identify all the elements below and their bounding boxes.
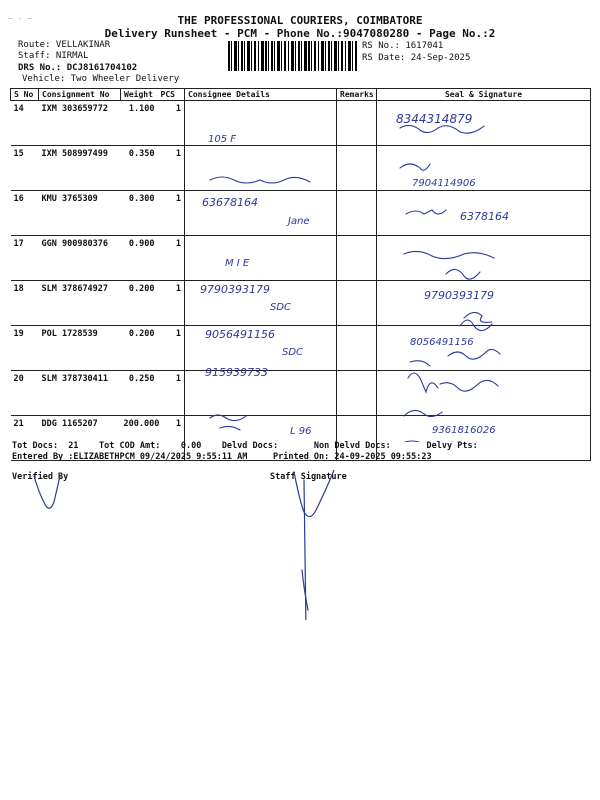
signature-phone: 7904114906 (412, 178, 476, 189)
col-sno: S No (11, 89, 39, 101)
handwritten-note: Jane (288, 216, 310, 227)
handwritten-note: SDC (270, 302, 292, 313)
cell-sno: 14 (11, 101, 39, 146)
col-seal-signature: Seal & Signature (377, 89, 591, 101)
col-consignment: Consignment No (39, 89, 121, 101)
signature-scribbles (180, 96, 590, 442)
staff-signature-scribble (20, 470, 380, 620)
cell-sno: 18 (11, 281, 39, 326)
handwritten-note: SDC (282, 347, 304, 358)
col-consignee: Consignee Details (185, 89, 337, 101)
handwritten-note: 915939733 (205, 366, 268, 379)
cell-weight: 200.000 (121, 416, 158, 461)
totals-line: Tot Docs: 21 Tot COD Amt: 0.00 Delvd Docs: Non Delvd Docs: Delvy Pts: (12, 441, 478, 451)
cell-sno: 19 (11, 326, 39, 371)
barcode (228, 41, 358, 71)
cell-consignment: IXM 303659772 (39, 101, 121, 146)
cell-pcs: 1 (158, 281, 185, 326)
entered-by-line: Entered By :ELIZABETHPCM 09/24/2025 9:55:11 AM Printed On: 24-09-2025 09:55:23 (12, 452, 432, 462)
signature-phone: 9790393179 (424, 289, 494, 302)
handwritten-note: L 96 (290, 426, 312, 437)
cell-consignment: GGN 900980376 (39, 236, 121, 281)
cell-weight: 0.250 (121, 371, 158, 416)
cell-sno: 15 (11, 146, 39, 191)
cell-weight: 0.350 (121, 146, 158, 191)
cell-consignment: POL 1728539 (39, 326, 121, 371)
runsheet-title: Delivery Runsheet - PCM - Phone No.:9047080280 - Page No.:2 (104, 27, 496, 40)
verified-by-label: Verified By (12, 472, 69, 482)
cell-pcs: 1 (158, 326, 185, 371)
signature-phone: 6378164 (460, 210, 509, 223)
corner-mark: ~ - ~ (8, 14, 33, 23)
cell-consignment: KMU 3765309 (39, 191, 121, 236)
staff-label: Staff: NIRMAL (18, 51, 89, 61)
vehicle-label: Vehicle: Two Wheeler Delivery (22, 74, 180, 84)
signature-phone: 8344314879 (396, 112, 473, 126)
cell-sno: 17 (11, 236, 39, 281)
route-label: Route: VELLAKINAR (18, 40, 111, 50)
rs-number: RS No.: 1617041 (362, 41, 444, 51)
handwritten-note: 105 F (208, 134, 237, 145)
cell-weight: 0.200 (121, 281, 158, 326)
cell-consignment: DDG 1165207 (39, 416, 121, 461)
handwritten-note: M I E (225, 258, 250, 269)
col-remarks: Remarks (337, 89, 377, 101)
cell-weight: 0.900 (121, 236, 158, 281)
staff-signature-label: Staff Signature (270, 472, 347, 482)
rs-date: RS Date: 24-Sep-2025 (362, 53, 471, 63)
handwritten-note: 63678164 (202, 196, 258, 209)
cell-weight: 0.300 (121, 191, 158, 236)
company-name: THE PROFESSIONAL COURIERS, COIMBATORE (177, 14, 423, 27)
signature-phone: 9361816026 (432, 425, 496, 436)
handwritten-note: 9790393179 (200, 283, 270, 296)
cell-pcs: 1 (158, 191, 185, 236)
cell-weight: 1.100 (121, 101, 158, 146)
cell-pcs: 1 (158, 236, 185, 281)
cell-sno: 20 (11, 371, 39, 416)
col-weight: Weight (121, 89, 158, 101)
cell-pcs: 1 (158, 146, 185, 191)
col-pcs: PCS (158, 89, 185, 101)
handwritten-note: 9056491156 (205, 328, 275, 341)
cell-pcs: 1 (158, 371, 185, 416)
signature-phone: 8056491156 (410, 337, 474, 348)
cell-pcs: 1 (158, 101, 185, 146)
drs-number: DRS No.: DCJ8161704102 (18, 63, 138, 73)
cell-pcs: 1 (158, 416, 185, 461)
cell-consignment: SLM 378674927 (39, 281, 121, 326)
cell-consignment: SLM 378730411 (39, 371, 121, 416)
cell-sno: 16 (11, 191, 39, 236)
cell-sno: 21 (11, 416, 39, 461)
cell-consignment: IXM 508997499 (39, 146, 121, 191)
cell-weight: 0.200 (121, 326, 158, 371)
